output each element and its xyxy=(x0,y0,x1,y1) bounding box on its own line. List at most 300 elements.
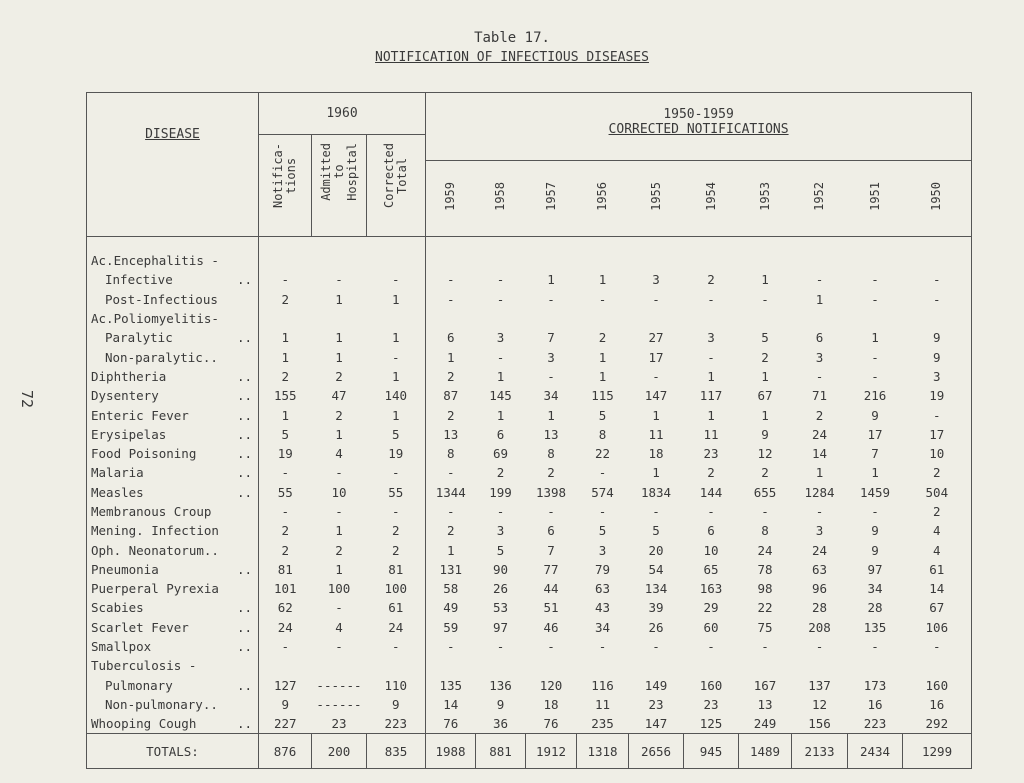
value-cell: 17 xyxy=(929,426,945,442)
value-cell: 2 xyxy=(707,465,715,481)
value-cell: 1284 xyxy=(804,484,835,500)
value-cell: 135 xyxy=(426,676,476,695)
value-cell xyxy=(903,309,972,328)
disease-name: Post-Infectious xyxy=(105,291,218,307)
admitted-header: Admitted to Hospital xyxy=(312,135,367,237)
value-cell xyxy=(629,251,684,270)
value-cell: - xyxy=(426,463,476,482)
value-cell: 125 xyxy=(699,716,723,732)
value-cell: - xyxy=(391,349,400,365)
table-row xyxy=(87,405,972,424)
value-cell xyxy=(259,251,312,270)
value-cell xyxy=(426,309,476,328)
value-cell: 16 xyxy=(929,696,945,712)
value-cell xyxy=(792,309,848,328)
value-cell: 63 xyxy=(594,581,611,597)
value-cell: 2 xyxy=(426,521,476,540)
value-cell: - xyxy=(426,270,476,289)
value-cell: 11 xyxy=(594,696,611,712)
value-cell: 7 xyxy=(547,330,555,346)
value-cell xyxy=(629,656,684,675)
value-cell: 120 xyxy=(539,677,563,693)
table-row xyxy=(87,463,972,482)
total-cell: 2656 xyxy=(629,734,684,769)
value-cell: 1 xyxy=(707,368,715,384)
value-cell: 34 xyxy=(543,388,559,404)
disease-name: Pulmonary .. xyxy=(105,677,252,693)
value-cell: 90 xyxy=(492,561,509,577)
value-cell: 4 xyxy=(933,523,941,539)
disease-name: Enteric Fever .. xyxy=(91,407,252,423)
value-cell: 6 xyxy=(547,523,555,539)
value-cell: - xyxy=(496,504,505,519)
value-cell xyxy=(426,656,476,675)
value-cell xyxy=(577,251,629,270)
value-cell: 75 xyxy=(757,619,773,635)
value-cell: - xyxy=(652,639,660,655)
value-cell: ------ xyxy=(316,696,362,712)
value-cell: 62 xyxy=(259,598,312,617)
value-cell: 1344 xyxy=(426,483,476,502)
value-cell: 8 xyxy=(761,523,769,539)
value-cell: 1 xyxy=(496,368,505,384)
value-cell: 1 xyxy=(335,561,343,577)
table-row xyxy=(87,251,972,270)
value-cell: - xyxy=(707,291,715,307)
value-cell xyxy=(739,309,792,328)
value-cell: 1 xyxy=(598,349,607,365)
corrected-header: Corrected Total xyxy=(367,135,426,237)
value-cell: 145 xyxy=(489,388,512,404)
value-cell: 18 xyxy=(543,696,559,712)
value-cell: 9 xyxy=(933,349,941,365)
value-cell: - xyxy=(871,504,879,519)
value-cell: - xyxy=(598,504,607,519)
value-cell: 115 xyxy=(591,388,614,404)
value-cell: 58 xyxy=(426,579,476,598)
value-cell: - xyxy=(259,270,312,289)
value-cell: 147 xyxy=(644,716,668,732)
value-cell xyxy=(367,309,426,328)
value-cell: 3 xyxy=(652,272,660,288)
infectious-diseases-table xyxy=(86,92,972,769)
value-cell: 1 xyxy=(335,349,343,365)
value-cell: - xyxy=(871,368,879,384)
value-cell: 1 xyxy=(335,330,343,346)
value-cell: 43 xyxy=(594,600,611,616)
value-cell: 78 xyxy=(757,561,773,577)
value-cell: 135 xyxy=(863,619,887,635)
value-cell: - xyxy=(933,291,941,307)
value-cell xyxy=(848,656,903,675)
value-cell: 39 xyxy=(648,600,664,616)
value-cell xyxy=(684,251,739,270)
table-row xyxy=(87,579,972,598)
value-cell: 1 xyxy=(761,272,769,288)
value-cell: 1 xyxy=(815,465,824,481)
total-cell: 2434 xyxy=(848,734,903,769)
table-row xyxy=(87,309,972,328)
value-cell: 163 xyxy=(699,581,723,597)
value-cell: - xyxy=(426,502,476,521)
value-cell: 223 xyxy=(384,716,408,732)
value-cell: 24 xyxy=(757,542,773,558)
disease-name: Ac.Encephalitis - xyxy=(91,253,219,269)
value-cell: 67 xyxy=(757,388,773,404)
value-cell: 47 xyxy=(331,388,347,404)
value-cell: 2 xyxy=(598,330,607,346)
value-cell: - xyxy=(259,637,312,656)
value-cell: - xyxy=(598,465,607,481)
value-cell: - xyxy=(391,639,400,655)
table-row xyxy=(87,656,972,675)
value-cell: 7 xyxy=(547,542,555,558)
value-cell: 2 xyxy=(761,465,769,481)
value-cell: 2 xyxy=(815,407,824,423)
value-cell: 127 xyxy=(259,676,312,695)
value-cell: 5 xyxy=(652,523,660,539)
value-cell: 1834 xyxy=(640,484,672,500)
value-cell: 3 xyxy=(933,368,941,384)
value-cell: 54 xyxy=(648,561,664,577)
value-cell xyxy=(367,251,426,270)
value-cell: 134 xyxy=(644,581,668,597)
value-cell: 1 xyxy=(335,426,343,442)
value-cell: 24 xyxy=(811,542,828,558)
value-cell: 60 xyxy=(703,619,719,635)
table-row xyxy=(87,560,972,579)
disease-name: Smallpox .. xyxy=(91,639,252,655)
value-cell: 1 xyxy=(547,272,555,288)
value-cell: 3 xyxy=(496,523,505,539)
value-cell: 5 xyxy=(496,542,505,558)
value-cell: - xyxy=(761,291,769,307)
table-title: NOTIFICATION OF INFECTIOUS DISEASES xyxy=(375,50,649,65)
value-cell: 77 xyxy=(543,561,559,577)
value-cell: 216 xyxy=(863,388,887,404)
value-cell: 23 xyxy=(648,696,664,712)
value-cell xyxy=(903,251,972,270)
value-cell: 9 xyxy=(933,330,941,346)
disease-name: Dysentery .. xyxy=(91,388,252,404)
value-cell: 2 xyxy=(707,272,715,288)
value-cell: 6 xyxy=(815,330,824,346)
value-cell: 23 xyxy=(703,696,719,712)
value-cell: - xyxy=(761,504,769,519)
year-header: 1954 xyxy=(684,161,739,237)
year-header: 1950 xyxy=(903,161,972,237)
value-cell: 2 xyxy=(933,465,941,481)
table-row xyxy=(87,502,972,521)
value-cell: 160 xyxy=(699,677,723,693)
value-cell: - xyxy=(815,504,824,519)
value-cell xyxy=(526,309,577,328)
value-cell: 22 xyxy=(757,600,773,616)
value-cell: - xyxy=(496,349,505,365)
table-row xyxy=(87,290,972,309)
value-cell: 1 xyxy=(391,368,400,384)
value-cell: 61 xyxy=(929,561,945,577)
value-cell: - xyxy=(496,291,505,307)
value-cell: 69 xyxy=(492,446,509,462)
value-cell: 227 xyxy=(259,714,312,734)
value-cell: 51 xyxy=(543,600,559,616)
value-cell: 110 xyxy=(384,677,408,693)
total-cell: 2133 xyxy=(792,734,848,769)
value-cell: 10 xyxy=(331,484,347,500)
value-cell: 12 xyxy=(757,446,773,462)
value-cell xyxy=(526,656,577,675)
disease-name: Diphtheria .. xyxy=(91,368,252,384)
value-cell: 6 xyxy=(707,523,715,539)
value-cell: 10 xyxy=(929,446,945,462)
value-cell: 53 xyxy=(492,600,509,616)
value-cell: 9 xyxy=(391,696,400,712)
value-cell: 2 xyxy=(496,465,505,481)
table-row xyxy=(87,676,972,695)
value-cell: - xyxy=(598,639,607,655)
value-cell: 96 xyxy=(811,581,828,597)
value-cell: 14 xyxy=(426,695,476,714)
value-cell: 1 xyxy=(391,330,400,346)
value-cell: 249 xyxy=(753,716,777,732)
value-cell: - xyxy=(815,639,824,655)
year-header: 1959 xyxy=(426,161,476,237)
disease-name: Pneumonia .. xyxy=(91,561,252,577)
value-cell: 55 xyxy=(388,484,404,500)
value-cell: ------ xyxy=(316,677,362,693)
value-cell: - xyxy=(598,291,607,307)
table-row xyxy=(87,695,972,714)
table-row xyxy=(87,347,972,366)
value-cell: 137 xyxy=(808,677,831,693)
value-cell xyxy=(792,251,848,270)
value-cell: 574 xyxy=(591,484,614,500)
value-cell: 1 xyxy=(871,465,879,481)
totals-row xyxy=(87,734,972,769)
value-cell: - xyxy=(335,272,343,288)
value-cell: 1 xyxy=(652,465,660,481)
value-cell: 12 xyxy=(811,696,828,712)
value-cell xyxy=(792,656,848,675)
value-cell xyxy=(739,251,792,270)
value-cell: - xyxy=(547,639,555,655)
value-cell xyxy=(312,656,367,675)
value-cell: 131 xyxy=(426,560,476,579)
value-cell: - xyxy=(707,639,715,655)
value-cell: 76 xyxy=(426,714,476,734)
value-cell: - xyxy=(652,291,660,307)
value-cell: 81 xyxy=(259,560,312,579)
value-cell: 13 xyxy=(757,696,773,712)
value-cell: 1 xyxy=(259,328,312,347)
value-cell: 2 xyxy=(335,542,343,558)
value-cell: 19 xyxy=(388,446,404,462)
value-cell: 11 xyxy=(703,426,719,442)
value-cell: 1 xyxy=(761,368,769,384)
value-cell: 4 xyxy=(335,619,343,635)
value-cell: 2 xyxy=(335,368,343,384)
value-cell: 26 xyxy=(492,581,509,597)
value-cell: 13 xyxy=(543,426,559,442)
disease-name: Whooping Cough .. xyxy=(91,716,252,732)
value-cell: 3 xyxy=(598,542,607,558)
value-cell: 3 xyxy=(496,330,505,346)
value-cell: 17 xyxy=(867,426,883,442)
value-cell xyxy=(577,309,629,328)
value-cell: 63 xyxy=(811,561,828,577)
total-cell: 200 xyxy=(312,734,367,769)
value-cell: 22 xyxy=(594,446,611,462)
value-cell: 1 xyxy=(761,407,769,423)
value-cell: 97 xyxy=(492,619,509,635)
value-cell: 2 xyxy=(761,349,769,365)
value-cell: - xyxy=(815,272,824,288)
value-cell: 1 xyxy=(259,347,312,366)
total-cell: 835 xyxy=(367,734,426,769)
value-cell: 6 xyxy=(496,426,505,442)
value-cell: - xyxy=(547,368,555,384)
value-cell: 4 xyxy=(335,446,343,462)
table-row xyxy=(87,483,972,502)
value-cell: 14 xyxy=(811,446,828,462)
value-cell: 10 xyxy=(703,542,719,558)
value-cell: 136 xyxy=(489,677,512,693)
value-cell: 155 xyxy=(259,386,312,405)
total-cell: 1489 xyxy=(739,734,792,769)
value-cell: 1 xyxy=(871,330,879,346)
value-cell: 3 xyxy=(547,349,555,365)
total-cell: 1318 xyxy=(577,734,629,769)
value-cell: 9 xyxy=(496,696,505,712)
value-cell: 16 xyxy=(867,696,883,712)
disease-name: Food Poisoning .. xyxy=(91,446,252,462)
disease-name: Erysipelas .. xyxy=(91,426,252,442)
value-cell: 49 xyxy=(426,598,476,617)
disease-name: Tuberculosis - xyxy=(91,658,197,674)
value-cell: - xyxy=(426,637,476,656)
value-cell: 3 xyxy=(815,349,824,365)
value-cell: 292 xyxy=(925,716,949,732)
disease-name: Measles .. xyxy=(91,484,252,500)
disease-name: Ac.Poliomyelitis- xyxy=(91,311,219,327)
value-cell: - xyxy=(335,504,343,519)
value-cell: - xyxy=(707,349,715,365)
value-cell: - xyxy=(815,368,824,384)
value-cell: 7 xyxy=(871,446,879,462)
value-cell xyxy=(367,656,426,675)
value-cell: 3 xyxy=(815,523,824,539)
value-cell: 5 xyxy=(598,407,607,423)
value-cell xyxy=(684,656,739,675)
value-cell: 59 xyxy=(426,618,476,637)
table-row xyxy=(87,521,972,540)
value-cell xyxy=(476,656,526,675)
value-cell: 156 xyxy=(808,716,831,732)
table-row xyxy=(87,598,972,617)
value-cell: - xyxy=(871,349,879,365)
value-cell xyxy=(476,251,526,270)
disease-name: Non-pulmonary.. xyxy=(105,696,218,712)
value-cell: 34 xyxy=(867,581,883,597)
value-cell: 208 xyxy=(808,619,831,635)
value-cell: 223 xyxy=(863,716,887,732)
value-cell: 6 xyxy=(426,328,476,347)
value-cell: 1 xyxy=(598,272,607,288)
value-cell xyxy=(426,251,476,270)
notifications-header: Notifica- tions xyxy=(259,135,312,237)
value-cell: 1 xyxy=(259,405,312,424)
value-cell: 4 xyxy=(933,542,941,558)
disease-name: Scabies .. xyxy=(91,600,252,616)
value-cell: 98 xyxy=(757,581,773,597)
value-cell: 655 xyxy=(753,484,777,500)
value-cell: 2 xyxy=(259,540,312,559)
value-cell: 147 xyxy=(644,388,668,404)
value-cell: 140 xyxy=(384,388,408,404)
value-cell: - xyxy=(426,290,476,309)
table-row xyxy=(87,540,972,559)
value-cell xyxy=(526,251,577,270)
value-cell: - xyxy=(933,639,941,655)
value-cell: - xyxy=(547,504,555,519)
year-header: 1955 xyxy=(629,161,684,237)
total-cell: 1299 xyxy=(903,734,972,769)
value-cell: 23 xyxy=(703,446,719,462)
page-number: 72 xyxy=(18,389,37,409)
value-cell: 65 xyxy=(703,561,719,577)
value-cell: 2 xyxy=(933,504,941,519)
table-body xyxy=(87,237,972,734)
value-cell: 2 xyxy=(259,521,312,540)
value-cell: 28 xyxy=(867,600,883,616)
disease-name: Malaria .. xyxy=(91,465,252,481)
value-cell: 61 xyxy=(388,600,404,616)
value-cell xyxy=(684,309,739,328)
total-cell: 1912 xyxy=(526,734,577,769)
value-cell xyxy=(848,251,903,270)
value-cell: 8 xyxy=(598,426,607,442)
value-cell xyxy=(577,656,629,675)
value-cell: 24 xyxy=(388,619,404,635)
value-cell: 167 xyxy=(753,677,777,693)
disease-header: DISEASE xyxy=(87,93,259,237)
value-cell: 55 xyxy=(259,483,312,502)
table-number: Table 17. xyxy=(474,30,550,46)
value-cell: 1 xyxy=(426,540,476,559)
value-cell: 9 xyxy=(259,695,312,714)
total-cell: 876 xyxy=(259,734,312,769)
value-cell: 2 xyxy=(259,290,312,309)
value-cell: - xyxy=(259,502,312,521)
value-cell: 235 xyxy=(591,716,614,732)
value-cell xyxy=(848,309,903,328)
table-row xyxy=(87,386,972,405)
year-header: 1957 xyxy=(526,161,577,237)
value-cell: 100 xyxy=(327,581,351,597)
value-cell: 1 xyxy=(547,407,555,423)
value-cell: 27 xyxy=(648,330,664,346)
total-cell: 881 xyxy=(476,734,526,769)
value-cell: 29 xyxy=(703,600,719,616)
value-cell: 26 xyxy=(648,619,664,635)
table-row xyxy=(87,444,972,463)
table-row xyxy=(87,425,972,444)
value-cell: 67 xyxy=(929,600,945,616)
value-cell: - xyxy=(335,639,343,655)
value-cell xyxy=(312,309,367,328)
value-cell: 2 xyxy=(335,407,343,423)
